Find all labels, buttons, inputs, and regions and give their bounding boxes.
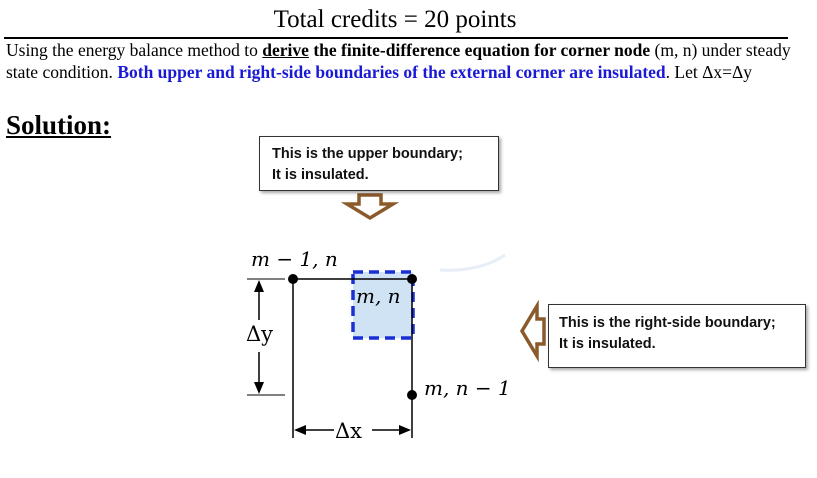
dy-arrowhead-down <box>254 382 264 394</box>
right-callout-line-2: It is insulated. <box>559 336 656 352</box>
problem-text-2: the finite-difference equation for corner node <box>308 40 651 60</box>
dx-arrowhead-right <box>399 425 411 435</box>
arrow-left-icon <box>522 306 544 356</box>
arrow-down-icon <box>347 195 393 218</box>
problem-text-3: (m, n) under steady state condition. <box>6 40 791 82</box>
dy-label: Δy <box>246 322 274 346</box>
dx-arrowhead-left <box>294 425 306 435</box>
upper-callout-line-2: It is insulated. <box>272 167 369 183</box>
node-m-1-n <box>288 274 298 284</box>
problem-text-4: . Let Δx=Δy <box>665 62 752 82</box>
right-callout-line-1: This is the right-side boundary; <box>559 315 776 331</box>
label-node-bottom: m, n − 1 <box>424 376 511 400</box>
dx-label: Δx <box>335 419 363 443</box>
label-node-top: m − 1, n <box>251 247 338 271</box>
dy-arrowhead-up <box>254 280 264 292</box>
node-m-n-1 <box>407 390 417 400</box>
label-node-center: m, n <box>356 284 401 308</box>
smudge-mark <box>440 255 505 270</box>
solution-heading: Solution: <box>6 110 112 140</box>
derive-keyword: derive <box>262 40 309 60</box>
node-m-n <box>407 274 417 284</box>
problem-text-1: Using the energy balance method to <box>6 40 263 60</box>
page-title: Total credits = 20 points <box>273 6 517 33</box>
upper-callout-line-1: This is the upper boundary; <box>272 146 463 162</box>
insulated-boundaries-text: Both upper and right-side boundaries of the external corner are insulated <box>117 62 666 82</box>
upper-boundary-callout <box>259 136 499 191</box>
right-boundary-callout <box>548 304 806 368</box>
